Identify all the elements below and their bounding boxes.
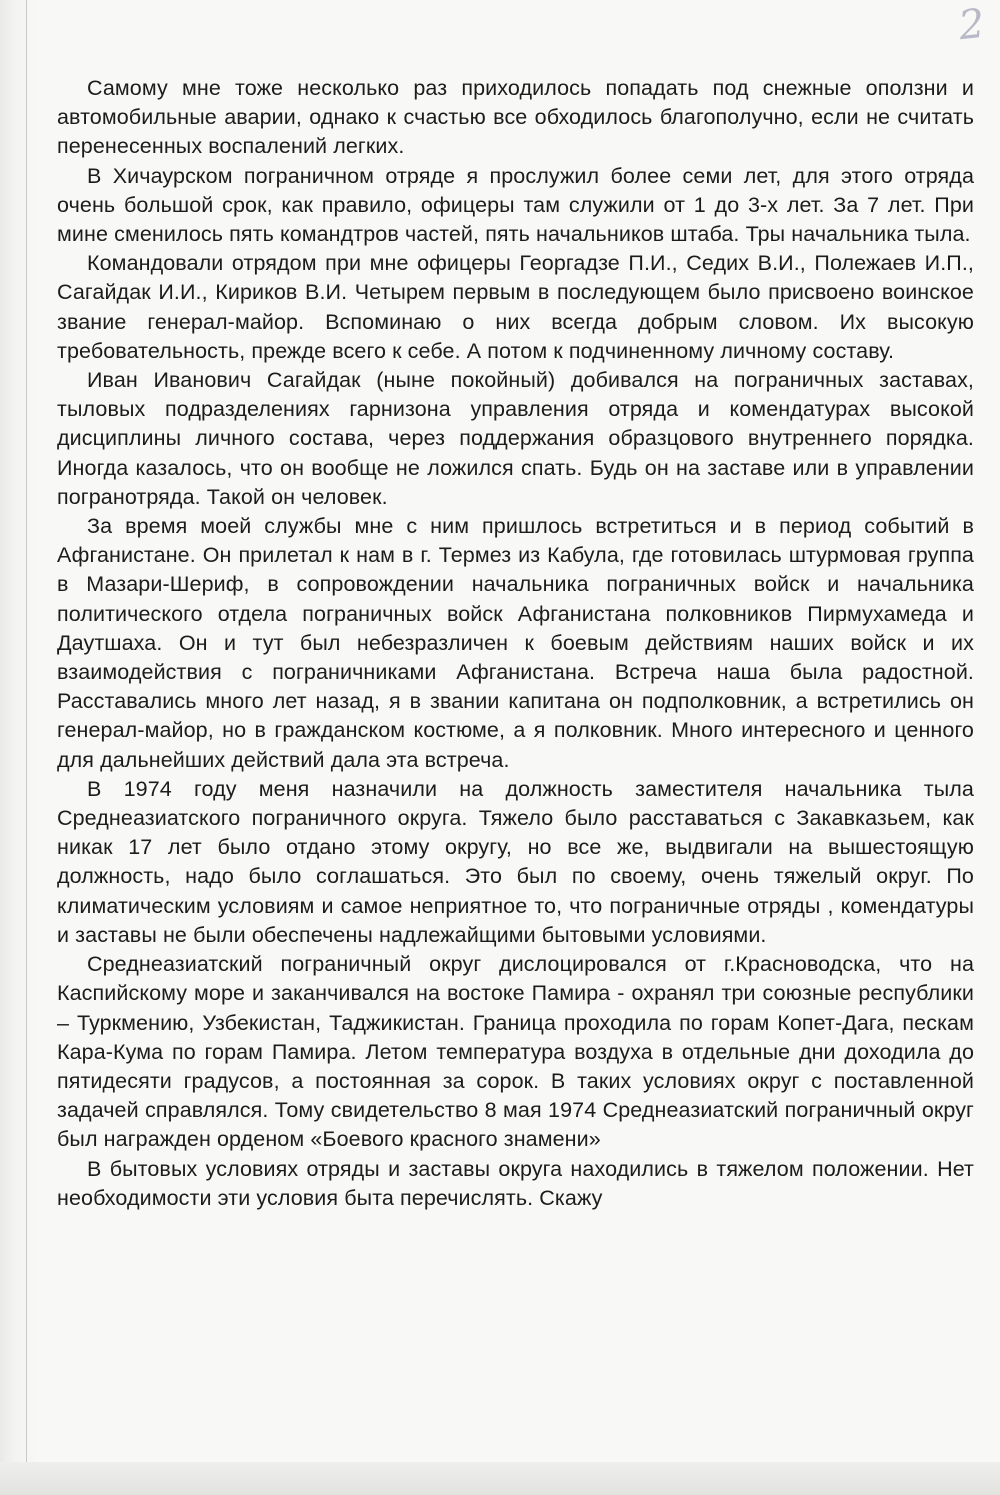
paragraph: Среднеазиатский пограничный округ дислоцировался от г.Красноводска, что на Каспийскому море и заканчивался на востоке Памира - охранял три союзные республики – Туркмению, Узбекистан, Таджикистан. Граница проходила по горам Копет-Дага, пескам Кара-Кума по горам Памира. Летом температура воздуха в отдельные дни доходила до пятидесяти градусов, а постоянная за сорок. В таких условиях округ с поставленной задачей справлялся. Тому свидетельство 8 мая 1974 Среднеазиатский пограничный округ был награжден орденом «Боевого красного знамени» (57, 952, 974, 1152)
paragraph: В 1974 году меня назначили на должность заместителя начальника тыла Среднеазиатского пограничного округа. Тяжело было расставаться с Закавказьем, как никак 17 лет было отдано этому округу, но все же, выдвигали на вышестоящую должность, надо было соглашаться. Это был по своему, очень тяжелый округ. По климатическим условиям и самое неприятное то, что пограничные отряды , комендатуры и заставы не были обеспечены надлежайщими бытовыми условиями. (57, 776, 974, 947)
paragraph: В Хичаурском пограничном отряде я прослужил более семи лет, для этого отряда очень большой срок, как правило, офицеры там служили от 1 до 3-х лет. За 7 лет. При мине сменилось пять командтров частей, пять начальников штаба. Тры начальника тыла. (57, 163, 974, 247)
handwritten-page-number: 2 (956, 0, 987, 50)
paragraph: В бытовых условиях отряды и заставы округа находились в тяжелом положении. Нет необходимости эти условия быта перечислять. Скажу (57, 1156, 974, 1210)
document-body (57, 74, 974, 1213)
paragraph: За время моей службы мне с ним пришлось встретиться и в период событий в Афганистане. Он прилетал к нам в г. Термез из Кабула, где готовилась штурмовая группа в Мазари-Шериф, в сопровождении начальника пограничных войск и начальника политического отдела пограничных войск Афганистана полковников Пирмухамеда и Даутшаха. Он и тут был небезразличен к боевым действиям наших войск и их взаимодействия с пограничниками Афганистана. Встреча наша была радостной. Расставались много лет назад, я в звании капитана он подполковник, а встретились он генерал-майор, но в гражданском костюме, а я полковник. Много интересного и ценного для дальнейших действий дала эта встреча. (57, 514, 974, 772)
paragraph: Иван Иванович Сагайдак (ныне покойный) добивался на пограничных заставах, тыловых подразделениях гарнизона управления отряда и комендатурах высокой дисциплины личного состава, через поддержания образцового внутреннего порядка. Иногда казалось, что он вообще не ложился спать. Будь он на заставе или в управлении погранотряда. Такой он человек. (57, 368, 974, 509)
paragraph: Самому мне тоже несколько раз приходилось попадать под снежные оползни и автомобильные аварии, однако к счастью все обходилось благополучно, если не считать перенесенных воспалений легких. (57, 76, 974, 159)
paragraph: Командовали отрядом при мне офицеры Георгадзе П.И., Седих В.И., Полежаев И.П., Сагайдак И.И., Кириков В.И. Четырем первым в последующем было присвоено воинское звание генерал-майор. Вспоминаю о них всегда добрым словом. Их высокую требовательность, прежде всего к себе. А потом к подчиненному личному составу. (57, 251, 974, 363)
page-left-edge (26, 0, 27, 1495)
page-bottom-edge (0, 1462, 1000, 1495)
